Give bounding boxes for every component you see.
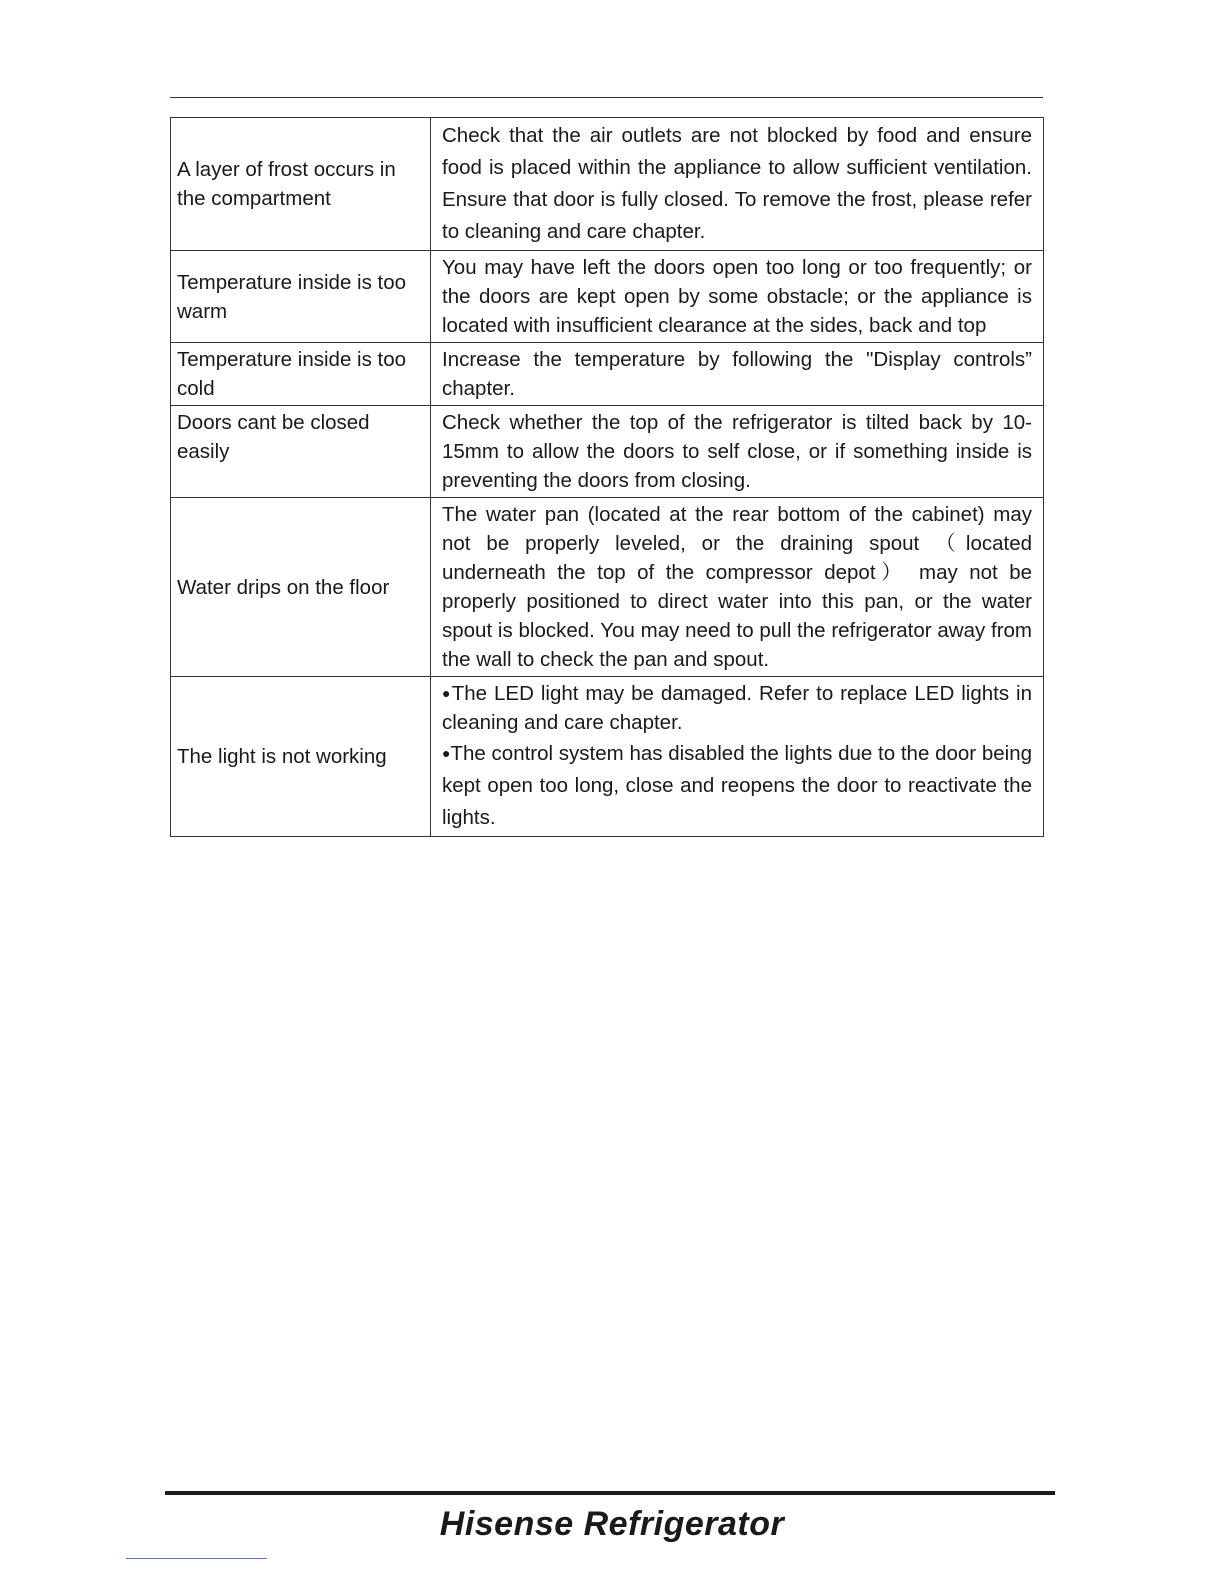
solution-cell: Increase the temperature by following the "Display controls” chapter.	[431, 343, 1044, 406]
problem-cell: A layer of frost occurs in the compartment	[171, 118, 431, 251]
bullet-item	[442, 679, 1032, 737]
problem-cell: Doors cant be closed easily	[171, 406, 431, 498]
problem-cell: Temperature inside is too warm	[171, 251, 431, 343]
page-link-underline	[126, 1558, 267, 1559]
solution-cell: Check that the air outlets are not blocked by food and ensure food is placed within the appliance to allow sufficient ventilation. Ensure that door is fully closed. To remove the frost, please refer to cleaning and care chapter.	[431, 118, 1044, 251]
bullet-item	[442, 737, 1032, 834]
bullet-text: The control system has disabled the lights due to the door being kept open too long, close and reopens the door to reactivate the lights.	[442, 742, 1033, 829]
solution-cell: Check whether the top of the refrigerator is tilted back by 10-15mm to allow the doors to self close, or if something inside is preventing the doors from closing.	[431, 406, 1044, 498]
footer-rule	[165, 1491, 1055, 1495]
bullet-dot-icon: ●	[442, 685, 452, 701]
bullet-dot-icon: ●	[442, 745, 451, 761]
troubleshooting-table	[170, 117, 1044, 837]
table-row	[171, 677, 1044, 837]
problem-cell: Temperature inside is too cold	[171, 343, 431, 406]
problem-cell: Water drips on the floor	[171, 498, 431, 677]
table-row	[171, 343, 1044, 406]
solution-cell	[431, 677, 1044, 837]
table-row	[171, 118, 1044, 251]
table-row	[171, 406, 1044, 498]
bullet-text: The LED light may be damaged. Refer to replace LED lights in cleaning and care chapter.	[442, 682, 1032, 734]
solution-cell: You may have left the doors open too long or too frequently; or the doors are kept open by some obstacle; or the appliance is located with insufficient clearance at the sides, back and top	[431, 251, 1044, 343]
table-row	[171, 251, 1044, 343]
header-rule	[170, 97, 1043, 98]
footer-brand: Hisense Refrigerator	[439, 1505, 785, 1543]
problem-cell: The light is not working	[171, 677, 431, 837]
table-row	[171, 498, 1044, 677]
solution-cell: The water pan (located at the rear bottom of the cabinet) may not be properly leveled, or the draining spout （located underneath the top of the compressor depot） may not be properly positioned to direct water into this pan, or the water spout is blocked. You may need to pull the refrigerator away from the wall to check the pan and spout.	[431, 498, 1044, 677]
